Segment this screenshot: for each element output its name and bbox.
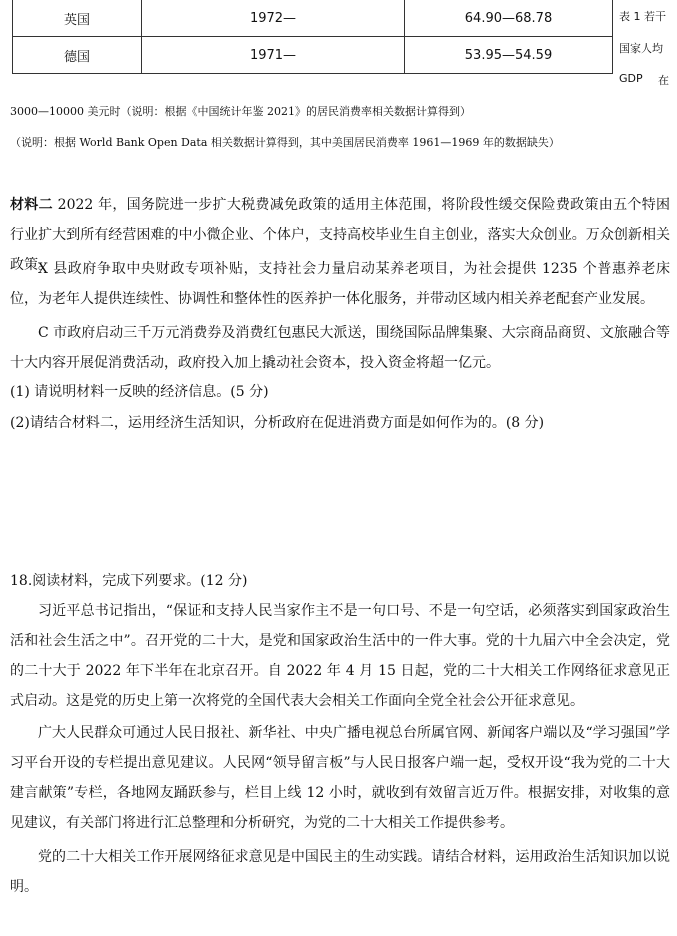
rate-range-cell: 64.90—68.78 — [405, 0, 613, 37]
table-caption-line1: 表 1 若干 — [619, 10, 666, 23]
material2-text-1: 2022 年，国务院进一步扩大税费减免政策的适用主体范围，将阶段性缓交保险费政策由五个特困行业扩大到所有经营困难的中小微企业、个体户，支持高校毕业生自主创业，落实大众创业。万众创新相关政策。 — [10, 197, 670, 273]
q18-paragraph-2: 广大人民群众可通过人民日报社、新华社、中央广播电视总台所属官网、新闻客户端以及“学习强国”学习平台开设的专栏提出意见建议。人民网“领导留言板”与人民日报客户端一起，受权开设“我为党的二十大建言献策”专栏，各地网友踊跃参与，栏目上线 12 小时，就收到有效留言近万件。根据安排，对收集的意见建议，有关部门将进行汇总整理和分析研究，为党的二十大相关工作提供参考。 — [10, 725, 670, 831]
material2-label: 材料二 — [10, 197, 53, 213]
gdp-label: GDP — [619, 72, 643, 85]
table-caption-line2: 国家人均 — [619, 42, 663, 55]
question-1: (1) 请说明材料一反映的经济信息。(5 分) — [10, 384, 269, 400]
question-18-title: 18.阅读材料，完成下列要求。(12 分) — [10, 573, 248, 589]
consumption-rate-table — [12, 0, 613, 74]
table-note-1: 3000—10000 美元时（说明：根据《中国统计年鉴 2021》的居民消费率相关数据计算得到） — [10, 105, 471, 118]
table-caption-line3 — [619, 72, 669, 88]
country-cell: 英国 — [13, 0, 142, 37]
material2-paragraph-2: X 县政府争取中央财政专项补贴，支持社会力量启动某养老项目，为社会提供 1235 个普惠养老床位，为老年人提供连续性、协调性和整体性的医养护一体化服务，并带动区域内相关养老配套产业发展。 — [10, 261, 670, 307]
year-cell: 1971— — [142, 37, 405, 74]
table-note-2: （说明：根据 World Bank Open Data 相关数据计算得到，其中美国居民消费率 1961—1969 年的数据缺失） — [10, 136, 560, 149]
zai-label: 在 — [658, 74, 669, 87]
q18-paragraph-3: 党的二十大相关工作开展网络征求意见是中国民主的生动实践。请结合材料，运用政治生活知识加以说明。 — [10, 849, 670, 895]
table-row — [13, 37, 613, 74]
country-cell: 德国 — [13, 37, 142, 74]
material2-paragraph-3: C 市政府启动三千万元消费券及消费红包惠民大派送，围绕国际品牌集聚、大宗商品商贸、文旅融合等十大内容开展促消费活动，政府投入加上撬动社会资本，投入资金将超一亿元。 — [10, 325, 670, 371]
rate-range-cell: 53.95—54.59 — [405, 37, 613, 74]
year-cell: 1972— — [142, 0, 405, 37]
q18-paragraph-1: 习近平总书记指出，“保证和支持人民当家作主不是一句口号、不是一句空话，必须落实到国家政治生活和社会生活之中”。召开党的二十大，是党和国家政治生活中的一件大事。党的十九届六中全会决定，党的二十大于 2022 年下半年在北京召开。自 2022 年 4 月 15 日起，党的二十大相关工作网络征求意见正式启动。这是党的历史上第一次将党的全国代表大会相关工作面向全党全社会公开征求意见。 — [10, 603, 670, 709]
table-row — [13, 0, 613, 37]
question-2: (2)请结合材料二，运用经济生活知识，分析政府在促进消费方面是如何作为的。(8 分) — [10, 415, 545, 431]
